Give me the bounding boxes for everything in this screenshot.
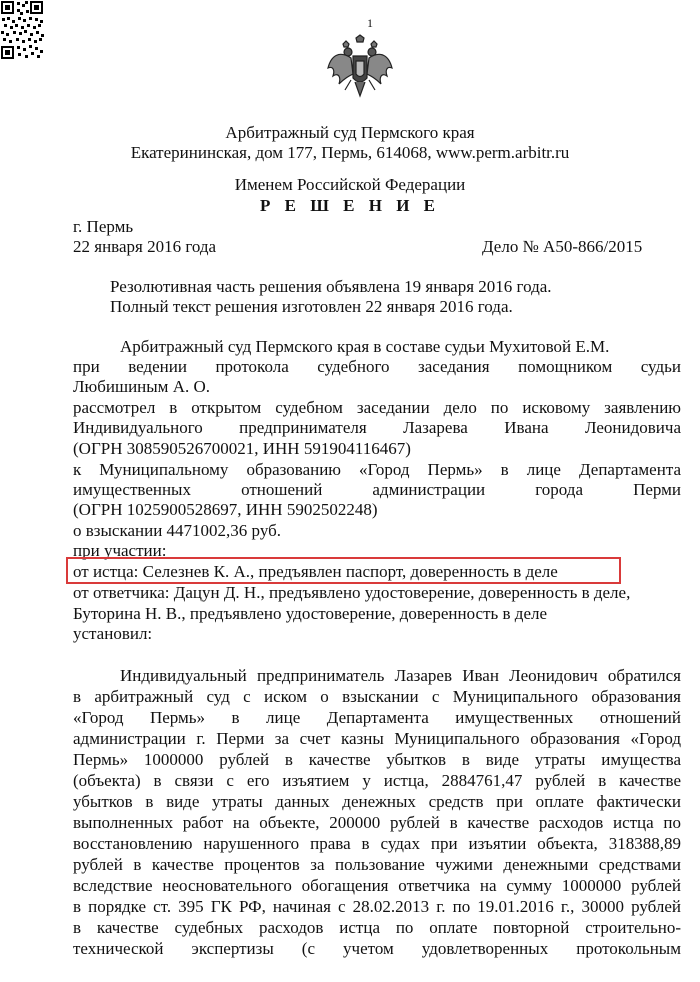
body-line: вследствие неосновательного обогащения ответчика на сумму 1000000 рублей [73, 876, 681, 895]
intro-line: Буторина Н. В., предъявлено удостоверение, доверенность в деле [73, 604, 548, 623]
court-name: Арбитражный суд Пермского края [225, 123, 475, 142]
plaintiff-representative: от истца: Селезнев К. А., предъявлен паспорт, доверенность в деле [73, 562, 558, 581]
intro-line: Арбитражный суд Пермского края в составе судьи Мухитовой Е.М. [120, 337, 610, 356]
intro-line: о взыскании 4471002,36 руб. [73, 521, 282, 540]
intro-line: при ведении протокола судебного заседания помощником судьи [73, 357, 681, 376]
case-number: Дело № А50-866/2015 [482, 237, 643, 256]
announcement-line: Полный текст решения изготовлен 22 января 2016 года. [110, 297, 513, 316]
body-line: в арбитражный суд с иском о взыскании с Муниципального образования [73, 687, 681, 706]
intro-line: (ОГРН 308590526700021, ИНН 591904116467) [73, 439, 411, 458]
body-line: технической экспертизы (с учетом удовлетворенных протокольным [73, 939, 681, 958]
decision-date: 22 января 2016 года [73, 237, 217, 256]
in-the-name-of: Именем Российской Федерации [234, 175, 466, 194]
intro-line: Любишиным А. О. [73, 377, 210, 396]
document-title: Р Е Ш Е Н И Е [259, 196, 440, 215]
intro-line: при участии: [73, 541, 167, 560]
announcement-line: Резолютивная часть решения объявлена 19 января 2016 года. [110, 277, 552, 296]
body-line: Индивидуальный предприниматель Лазарев Иван Леонидович обратился [120, 666, 681, 685]
intro-line: рассмотрел в открытом судебном заседании дело по исковому заявлению [73, 398, 681, 417]
intro-line: от ответчика: Дацун Д. Н., предъявлено удостоверение, доверенность в деле, [73, 583, 631, 602]
city: г. Пермь [73, 217, 134, 236]
intro-line: имущественных отношений администрации города Перми [73, 480, 681, 499]
body-line: в качестве судебных расходов истца по оплате повторной строительно- [73, 918, 681, 937]
page-number: 1 [367, 16, 373, 30]
intro-line: (ОГРН 1025900528697, ИНН 5902502248) [73, 500, 378, 519]
body-line: администрации г. Перми за счет казны Муниципального образования «Город [73, 729, 681, 748]
body-line: выполненных работ на объекте, 200000 рублей в качестве расходов истца по [73, 813, 681, 832]
body-line: рублей в качестве процентов за пользование чужими денежными средствами [73, 855, 681, 874]
coat-of-arms-icon [325, 34, 395, 100]
body-line: Пермь» 1000000 рублей в качестве убытков в виде утраты имущества [73, 750, 681, 769]
intro-line: Индивидуального предпринимателя Лазарева Ивана Леонидовича [73, 418, 681, 437]
highlight-box [66, 557, 621, 584]
qr-code-icon [0, 0, 44, 60]
intro-line: установил: [73, 624, 153, 643]
body-line: убытков в виде утраты данных денежных средств при оплате фактически [73, 792, 681, 811]
body-line: (объекта) в связи с его изъятием у истца, 2884761,47 рублей в качестве [73, 771, 681, 790]
body-line: восстановлению нарушенного права в судах при изъятии объекта, 318388,89 [73, 834, 681, 853]
intro-line: к Муниципальному образованию «Город Пермь» в лице Департамента [73, 460, 681, 479]
body-line: в порядке ст. 395 ГК РФ, начиная с 28.02.2013 г. по 19.01.2016 г., 30000 рублей [73, 897, 681, 916]
court-address: Екатерининская, дом 177, Пермь, 614068, www.perm.arbitr.ru [130, 143, 570, 162]
body-line: «Город Пермь» в лице Департамента имущественных отношений [73, 708, 681, 727]
